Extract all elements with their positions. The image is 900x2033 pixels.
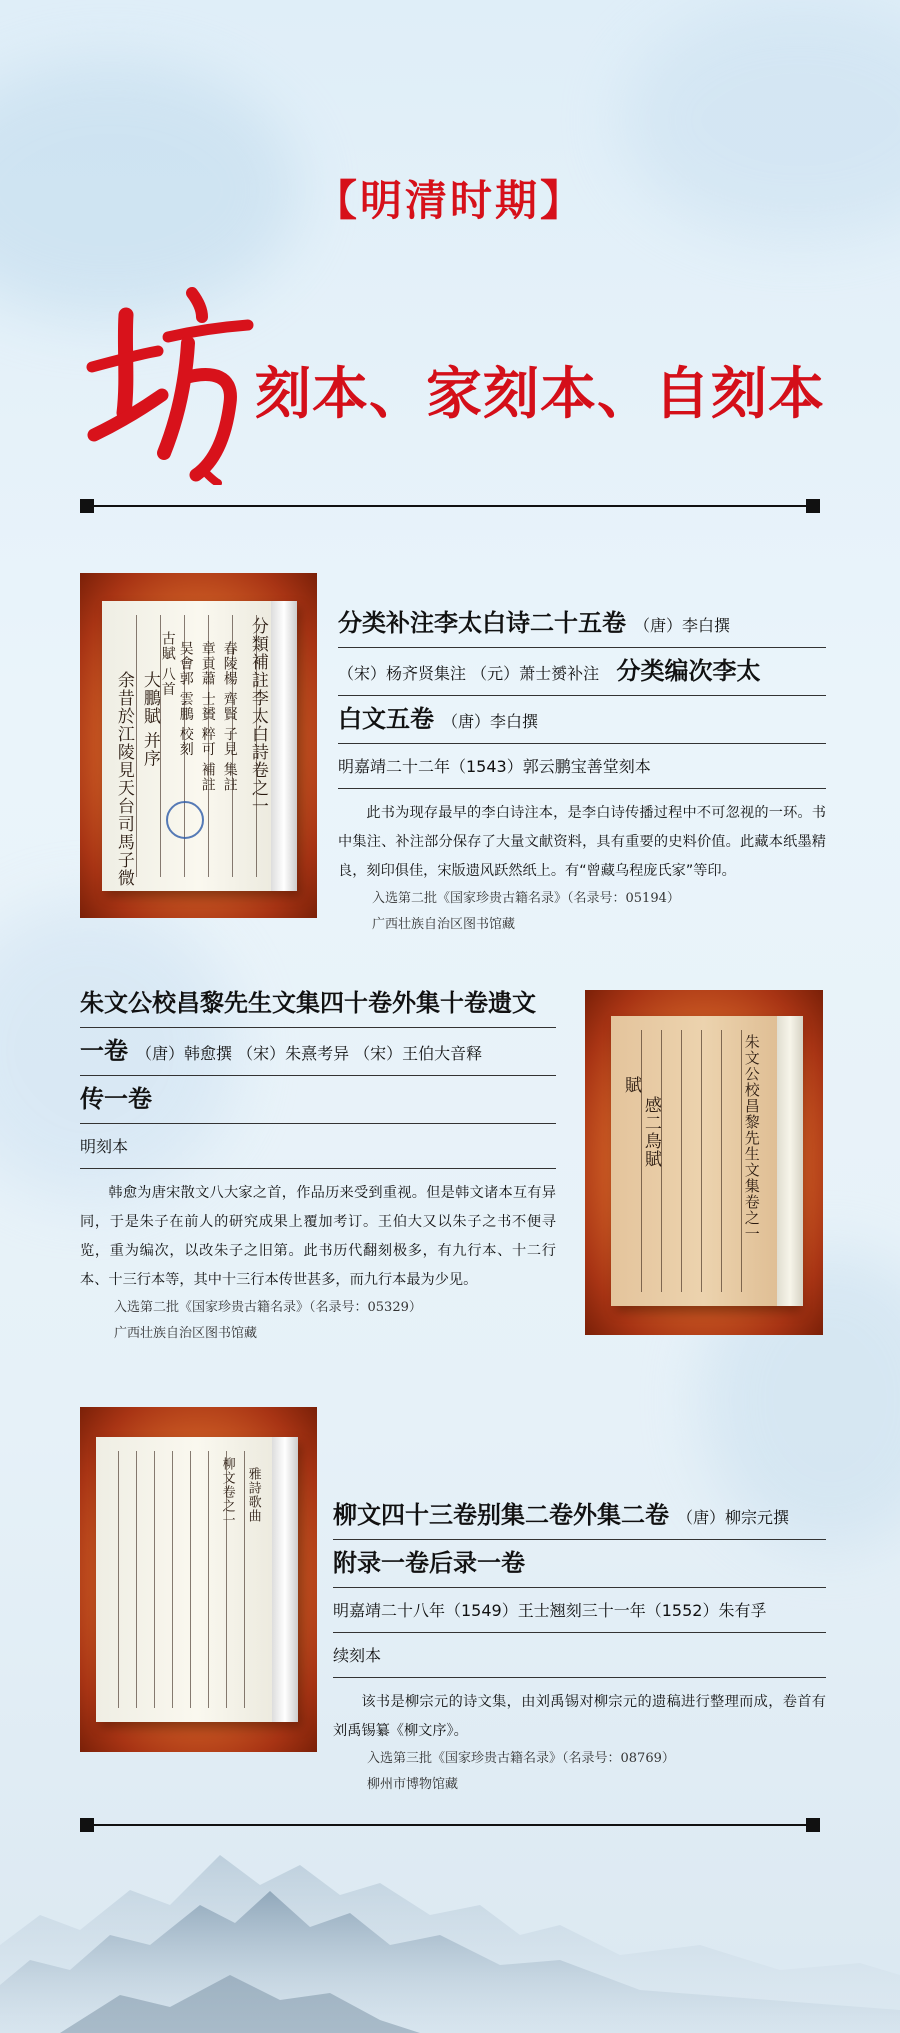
- item-han-yu: [80, 980, 556, 1347]
- book-spine: [271, 601, 297, 891]
- title-line: 分类补注李太白诗二十五卷 （唐）李白撰: [338, 600, 826, 648]
- ink-mountains-illustration: [0, 1795, 900, 2033]
- book-photo-li-bai: [80, 573, 317, 918]
- headline: 刻本、家刻本、自刻本: [255, 361, 825, 427]
- book-spine: [272, 1437, 298, 1722]
- book-spine: [777, 1016, 803, 1306]
- book-photo-liu-zongyuan: [80, 1407, 317, 1752]
- description: 该书是柳宗元的诗文集，由刘禹锡对柳宗元的遗稿进行整理而成，卷首有刘禹锡纂《柳文序》。: [333, 1694, 826, 1739]
- collection-note: 广西壮族自治区图书馆藏: [114, 1326, 258, 1341]
- photo-text: 柳文卷之一: [219, 1457, 235, 1527]
- square-end-marker-icon: [806, 499, 820, 513]
- item-li-bai: [338, 600, 826, 938]
- calligraphy-fang-character: [84, 285, 254, 485]
- edition-line: 明刻本: [80, 1124, 556, 1169]
- edition-line: 明嘉靖二十二年（1543）郭云鹏宝善堂刻本: [338, 744, 826, 789]
- item-liu-zongyuan: [333, 1492, 826, 1798]
- photo-text: 賦: [620, 1076, 641, 1094]
- title-line: 传一卷: [80, 1076, 556, 1124]
- title-line: 朱文公校昌黎先生文集四十卷外集十卷遗文: [80, 980, 556, 1028]
- description: 韩愈为唐宋散文八大家之首，作品历来受到重视。但是韩文诸本互有异同，于是朱子在前人的研究成果上覆加考订。王伯大又以朱子之书不便寻览，重为编次，以改朱子之旧第。此书历代翻刻极多，有九行本、十二行本、十三行本等，其中十三行本传世甚多，而九行本最为少见。: [80, 1185, 556, 1288]
- square-end-marker-icon: [80, 499, 94, 513]
- photo-text: 朱文公校昌黎先生文集卷之一: [742, 1034, 761, 1242]
- photo-text: 余昔於江陵見天台司馬子微: [113, 671, 134, 887]
- photo-text: 古賦 八首: [159, 631, 176, 697]
- title-line: 一卷 （唐）韩愈撰 （宋）朱熹考异 （宋）王伯大音释: [80, 1028, 556, 1076]
- collection-note: 柳州市博物馆藏: [367, 1777, 459, 1792]
- period-title: 【明清时期】: [314, 176, 585, 225]
- photo-text: 吴會郭 雲鵬 校刻: [177, 641, 194, 757]
- catalog-note: 入选第二批《国家珍贵古籍名录》（名录号：05329）: [114, 1300, 422, 1315]
- title-line: 白文五卷 （唐）李白撰: [338, 696, 826, 744]
- title-line: 附录一卷后录一卷: [333, 1540, 826, 1588]
- photo-text: 分類補註李太白詩卷之一: [247, 617, 268, 815]
- title-line: 柳文四十三卷别集二卷外集二卷 （唐）柳宗元撰: [333, 1492, 826, 1540]
- photo-text: 春陵楊 齊賢 子見 集註: [221, 641, 238, 793]
- photo-text: 感二鳥賦: [640, 1096, 661, 1168]
- book-page: [102, 601, 297, 891]
- seal-stamp-icon: [166, 801, 204, 839]
- description: 此书为现存最早的李白诗注本，是李白诗传播过程中不可忽视的一环。书中集注、补注部分保存了大量文献资料，具有重要的史料价值。此藏本纸墨精良，刻印俱佳，宋版遗风跃然纸上。有“曾藏乌程庞氏家”等印。: [338, 805, 826, 879]
- title-line: （宋）杨齐贤集注 （元）萧士赟补注 分类编次李太: [338, 648, 826, 696]
- photo-text: 大鵬賦 并序: [139, 671, 160, 768]
- edition-line: 续刻本: [333, 1633, 826, 1678]
- photo-text: 雅詩歌曲: [245, 1467, 261, 1523]
- book-page: [96, 1437, 298, 1722]
- book-photo-han-yu: [585, 990, 823, 1335]
- book-page: [611, 1016, 797, 1306]
- photo-text: 章貢蕭 士贇 粹可 補註: [199, 641, 216, 793]
- catalog-note: 入选第三批《国家珍贵古籍名录》（名录号：08769）: [367, 1751, 675, 1766]
- collection-note: 广西壮族自治区图书馆藏: [372, 917, 516, 932]
- edition-line: 明嘉靖二十八年（1549）王士翘刻三十一年（1552）朱有孚: [333, 1588, 826, 1633]
- divider-rule: [84, 505, 816, 507]
- catalog-note: 入选第二批《国家珍贵古籍名录》（名录号：05194）: [372, 891, 680, 906]
